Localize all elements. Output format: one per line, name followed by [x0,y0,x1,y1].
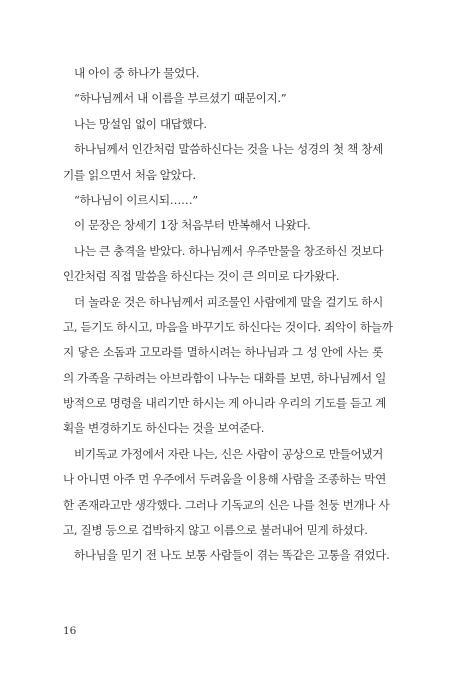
text-line: 한 존재라고만 생각했다. 그러나 기독교의 신은 나를 천둥 번개나 사 [63,497,390,512]
body-text [63,61,393,569]
text-line: 인간처럼 직접 말씀을 하신다는 것이 큰 의미로 다가왔다. [63,269,340,284]
text-line: 비기독교 가정에서 자란 나는, 신은 사람이 공상으로 만들어냈거 [74,446,383,461]
text-line: “하나님이 이르시되……” [74,192,198,207]
text-line: 더 놀라운 것은 하나님께서 피조물인 사람에게 말을 걸기도 하시 [74,294,383,309]
text-line: 기를 읽으면서 처음 알았다. [63,167,196,182]
text-line: 나는 망설임 없이 대답했다. [74,116,207,131]
text-line: 획을 변경하기도 하신다는 것을 보여준다. [63,421,265,436]
text-line: “하나님께서 내 이름을 부르셨기 때문이지.” [74,91,287,106]
text-line: 내 아이 중 하나가 물었다. [74,66,200,80]
text-line: 이 문장은 창세기 1장 처음부터 반복해서 나왔다. [74,218,311,233]
page-number: 16 [63,625,77,637]
text-line: 고, 듣기도 하시고, 마음을 바꾸기도 하신다는 것이다. 죄악이 하늘까 [63,319,393,334]
text-line: 고, 질병 등으로 겁박하지 않고 이름으로 불러내어 믿게 하셨다. [63,523,368,538]
text-line: 하나님을 믿기 전 나도 보통 사람들이 겪는 똑같은 고통을 겪었다. [74,548,390,563]
text-line: 의 가족을 구하려는 아브라함이 나누는 대화를 보면, 하나님께서 일 [63,370,386,385]
text-line: 지 닿은 소돔과 고모라를 멸하시려는 하나님과 그 성 안에 사는 롯 [63,345,383,360]
text-line: 나 아니면 아주 먼 우주에서 두려움을 이용해 사람을 조종하는 막연 [63,472,386,487]
text-line: 방적으로 명령을 내리기만 하시는 게 아니라 우리의 기도를 듣고 계 [63,396,386,411]
text-line: 나는 큰 충격을 받았다. 하나님께서 우주만물을 창조하신 것보다 [74,243,383,258]
text-line: 하나님께서 인간처럼 말씀하신다는 것을 나는 성경의 첫 책 창세 [74,142,383,157]
